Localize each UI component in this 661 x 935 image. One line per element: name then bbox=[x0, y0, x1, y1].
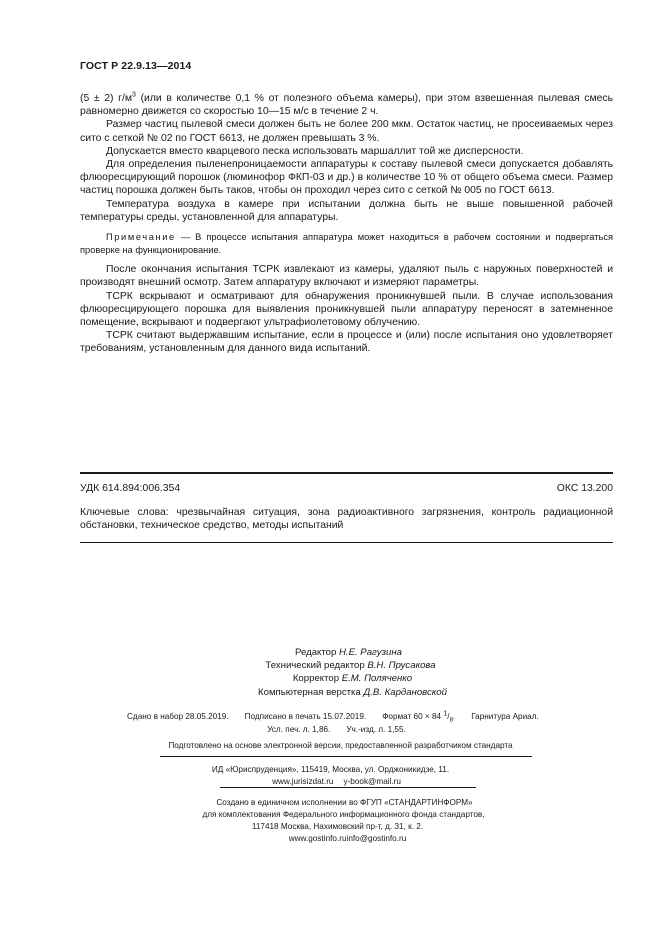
paper-format: Формат 60 × 84 $^1/_8$. bbox=[382, 710, 456, 724]
paragraph-4: Для определения пыленепроницаемости аппаратуры к составу пылевой смеси допускается добавлять флюоресцирующий порошок (люминофор ФКП-03 и др.) в количестве 10 % от общего объема смеси. Размер частиц порошка должен быть таков, чтобы он проходил через сито с сеткой № 005 по ГОСТ 6613. bbox=[80, 159, 613, 197]
keywords-divider bbox=[80, 542, 613, 543]
publisher-block bbox=[0, 764, 661, 788]
paragraph-1-start: (5 ± 2) г/м bbox=[80, 93, 132, 104]
publisher-address: ИД «Юриспруденция», 115419, Москва, ул. Орджоникидзе, 11. bbox=[211, 765, 450, 774]
paragraph-1 bbox=[80, 92, 613, 118]
standartinform-block bbox=[0, 797, 661, 845]
paragraph-1-end: (или в количестве 0,1 % от полезного объема камеры), при этом взвешенная пылевая смесь равномерно движется со скоростью 10—15 м/с в течение 2 ч. bbox=[80, 93, 613, 118]
publisher-email[interactable]: y-book@mail.ru bbox=[343, 777, 401, 787]
typeset-date: Сдано в набор 28.05.2019. bbox=[127, 712, 229, 721]
editor-name: Н.Е. Рагузина bbox=[338, 647, 402, 658]
prepared-note: Подготовлено на основе электронной версии, предоставленной разработчиком стандарта bbox=[168, 741, 513, 750]
standartinform-site[interactable]: www.gostinfo.ru bbox=[288, 834, 347, 843]
editor-role: Редактор bbox=[295, 647, 339, 658]
udc-code: УДК 614.894:006.354 bbox=[80, 483, 181, 494]
corrector-role: Корректор bbox=[292, 673, 342, 685]
format-numerator: 1 bbox=[443, 710, 448, 718]
print-sheets: Усл. печ. л. 1,86. bbox=[267, 725, 331, 734]
standartinform-contacts bbox=[0, 833, 661, 845]
page-header: ГОСТ Р 22.9.13—2014 bbox=[80, 60, 192, 72]
paragraph-7: ТСРК вскрывают и осматривают для обнаружения проникнувшей пыли. В случае использования флюоресцирующего порошка для выявления проникнувшей пыли аппаратуру переносят в затемненное помещение, вскрывают и подвергают ультрафиолетовому облучению. bbox=[80, 290, 613, 329]
format-prefix: Формат 60 × 84 bbox=[382, 712, 442, 721]
paragraph-3: Допускается вместо кварцевого песка использовать маршаллит той же дисперсности. bbox=[106, 145, 524, 157]
credit-tech-editor bbox=[0, 659, 661, 672]
paragraph-8: ТСРК считают выдержавшим испытание, если в процессе и (или) после испытания оно удовлетворяет требованиям, установленным для данного вида испытаний. bbox=[80, 330, 613, 355]
standartinform-line-1: Создано в единичном исполнении во ФГУП «СТАНДАРТИНФОРМ» bbox=[216, 798, 473, 807]
corrector-name: Е.М. Поляченко bbox=[341, 673, 413, 685]
note-text: — В процессе испытания аппаратура может находиться в рабочем состоянии и подвергаться проверке на функционирование. bbox=[80, 232, 613, 255]
credit-layout bbox=[0, 686, 661, 699]
credit-editor bbox=[0, 646, 661, 659]
layout-name: Д.В. Кардановской bbox=[363, 686, 447, 698]
top-divider bbox=[80, 472, 613, 474]
typeface: Гарнитура Ариал. bbox=[471, 712, 539, 721]
cubic-superscript: 3 bbox=[132, 91, 136, 99]
print-line-2 bbox=[0, 724, 661, 736]
credit-corrector bbox=[0, 672, 661, 685]
oks-code: ОКС 13.200 bbox=[556, 483, 613, 494]
pub-sheets: Уч.-изд. л. 1,55. bbox=[346, 725, 406, 734]
publisher-site[interactable]: www.jurisizdat.ru bbox=[272, 777, 334, 787]
main-text bbox=[80, 92, 613, 356]
standartinform-line-3: 117418 Москва, Нахимовский пр-т, д. 31, к. 2. bbox=[251, 822, 424, 831]
format-denominator: 8 bbox=[449, 717, 453, 724]
tech-editor-name: В.Н. Прусакова bbox=[367, 660, 436, 672]
layout-role: Компьютерная верстка bbox=[258, 686, 364, 698]
paragraph-6: После окончания испытания ТСРК извлекают из камеры, удаляют пыль с наружных поверхностей и производят внешний осмотр. Затем аппаратуру включают и измеряют параметры. bbox=[80, 264, 613, 289]
standartinform-email[interactable]: info@gostinfo.ru bbox=[346, 834, 407, 843]
paragraph-2: Размер частиц пылевой смеси должен быть не более 200 мкм. Остаток частиц, не просеиваемых через сито с сеткой № 02 по ГОСТ 6613, не должен превышать 3 %. bbox=[80, 119, 613, 144]
publisher-divider-top bbox=[160, 756, 532, 757]
signed-date: Подписано в печать 15.07.2019. bbox=[244, 712, 367, 721]
publisher-divider-bottom bbox=[220, 787, 476, 788]
format-suffix: . bbox=[452, 712, 456, 721]
keywords: Ключевые слова: чрезвычайная ситуация, зона радиоактивного загрязнения, контроль радиационной обстановки, техническое средство, методы испытаний bbox=[80, 507, 613, 532]
tech-editor-role: Технический редактор bbox=[265, 660, 368, 672]
note bbox=[80, 231, 613, 256]
paragraph-5: Температура воздуха в камере при испытании должна быть не выше повышенной рабочей температуры среды, установленной для аппаратуры. bbox=[80, 198, 613, 223]
credits-block bbox=[0, 646, 661, 699]
standartinform-line-2: для комплектования Федерального информационного фонда стандартов, bbox=[202, 810, 485, 819]
note-label: Примечание bbox=[106, 232, 176, 243]
